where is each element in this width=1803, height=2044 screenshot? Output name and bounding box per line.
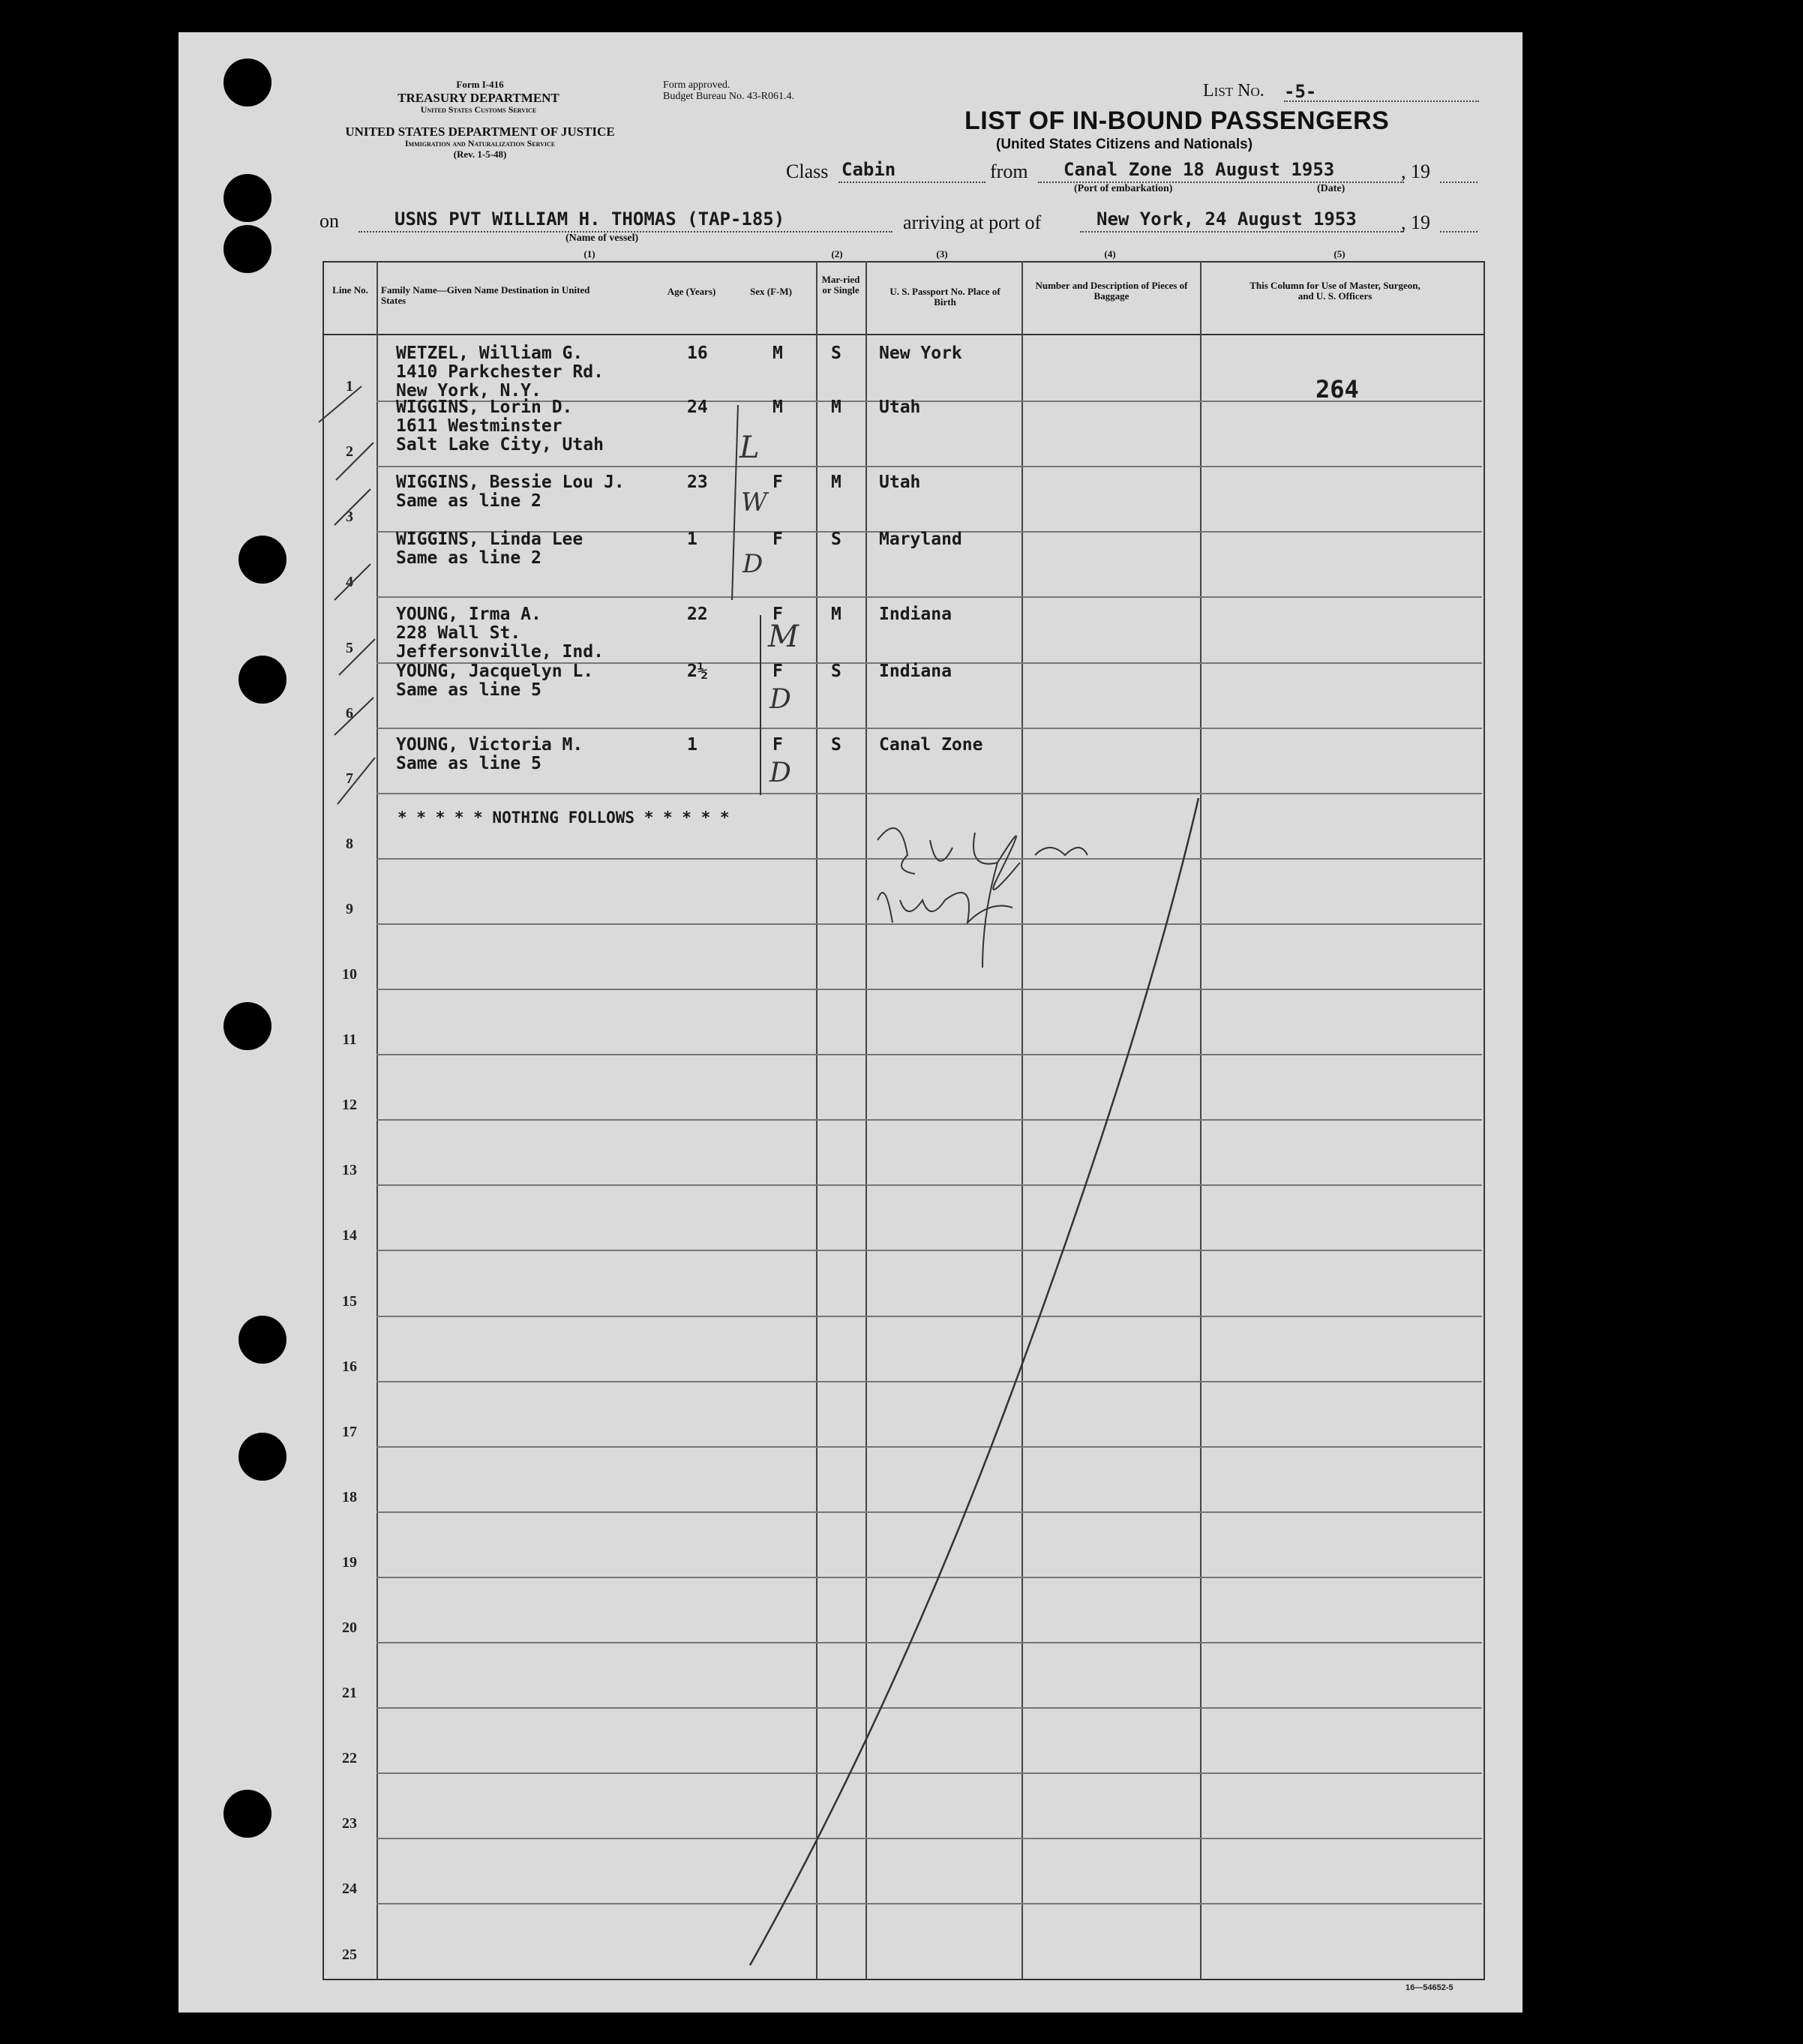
column-number: (5) [1334, 248, 1346, 260]
passenger-age: 2½ [687, 662, 708, 681]
punch-hole [224, 59, 272, 107]
passenger-age: 1 [687, 735, 698, 755]
passenger-destination: New York, N.Y. [396, 381, 542, 401]
punch-hole [238, 1316, 286, 1364]
budget-bureau: Budget Bureau No. 43-R061.4. [663, 91, 794, 102]
passenger-destination: Same as line 5 [396, 754, 542, 773]
header-officers: This Column for Use of Master, Surgeon, and U. S. Officers [1250, 280, 1420, 302]
arriving-label: arriving at port of [903, 212, 1042, 233]
header-name: Family Name—Given Name Destination in United States [381, 284, 590, 306]
passenger-sex: F [772, 735, 783, 755]
line-number: 5 [346, 640, 353, 656]
form-revision: (Rev. 1-5-48) [453, 149, 507, 160]
passenger-name: WIGGINS, Bessie Lou J. [396, 473, 625, 492]
vessel-name: USNS PVT WILLIAM H. THOMAS (TAP-185) [394, 209, 785, 230]
line-number: 19 [342, 1554, 357, 1571]
punch-hole [238, 656, 286, 704]
passenger-marital-status: M [831, 473, 842, 492]
dept-justice-sub: Immigration and Naturalization Service [404, 138, 556, 149]
class-line [838, 182, 986, 183]
passenger-birthplace: Canal Zone [879, 735, 983, 755]
line-number: 15 [342, 1293, 357, 1310]
passenger-sex: F [772, 605, 783, 624]
row-rule [376, 989, 1482, 990]
passenger-marital-status: S [831, 530, 842, 549]
class-label: Class [786, 161, 829, 182]
line-number: 9 [346, 901, 353, 917]
passenger-sex: M [772, 344, 783, 363]
row-rule [376, 466, 1482, 467]
year-line-1 [1440, 182, 1478, 183]
date-caption: (Date) [1317, 183, 1346, 194]
column-number: (3) [936, 248, 948, 260]
arrival-value: New York, 24 August 1953 [1096, 209, 1357, 230]
header-passport: U. S. Passport No. Place of Birth [890, 286, 1000, 308]
column-number: (1) [584, 248, 596, 260]
handwritten-initial: D [742, 549, 764, 579]
line-number: 4 [346, 574, 353, 590]
on-label: on [320, 210, 339, 232]
line-number: 7 [346, 770, 353, 787]
row-rule [376, 1903, 1482, 1904]
form-number: Form I-416 [456, 79, 504, 90]
dept-justice: UNITED STATES DEPARTMENT OF JUSTICE [345, 125, 615, 139]
row-rule [376, 1184, 1482, 1186]
class-value: Cabin [842, 159, 896, 180]
row-rule [376, 858, 1482, 860]
passenger-sex: F [772, 662, 783, 681]
line-number: 23 [342, 1815, 357, 1832]
passenger-name: YOUNG, Irma A. [396, 605, 542, 624]
passenger-name: YOUNG, Jacquelyn L. [396, 662, 594, 681]
passenger-marital-status: S [831, 344, 842, 363]
arrival-line [1080, 231, 1404, 233]
row-rule [376, 1054, 1482, 1055]
passenger-birthplace: Maryland [879, 530, 962, 549]
passenger-name: WIGGINS, Lorin D. [396, 398, 573, 417]
dept-treasury-sub: United States Customs Service [420, 104, 537, 115]
line-number: 21 [342, 1685, 357, 1701]
passenger-age: 1 [687, 530, 698, 549]
line-number: 6 [346, 705, 353, 722]
from-label: from [990, 161, 1028, 182]
line-number: 12 [342, 1097, 357, 1113]
punch-hole [224, 174, 272, 222]
year-line-2 [1440, 231, 1478, 233]
handwritten-initial: D [770, 758, 791, 788]
passenger-age: 24 [687, 398, 708, 417]
row-rule [376, 1707, 1482, 1709]
row-rule [376, 1316, 1482, 1317]
row-rule [376, 1446, 1482, 1448]
passenger-age: 22 [687, 605, 708, 624]
passenger-destination: 1611 Westminster [396, 416, 562, 436]
handwritten-initial: L [740, 431, 760, 465]
passenger-birthplace: Indiana [879, 662, 952, 681]
line-number: 14 [342, 1227, 357, 1244]
passenger-birthplace: Utah [879, 398, 921, 417]
punch-hole [238, 1433, 286, 1481]
passenger-table [322, 261, 1485, 1980]
list-no-value: -5- [1284, 81, 1317, 102]
row-rule [376, 1250, 1482, 1251]
row-rule [376, 1577, 1482, 1578]
row-rule [376, 793, 1482, 794]
officer-number: 264 [1316, 375, 1359, 404]
line-number: 11 [342, 1031, 357, 1048]
passenger-marital-status: S [831, 662, 842, 681]
passenger-destination: 1410 Parkchester Rd. [396, 362, 604, 382]
line-number: 24 [342, 1880, 357, 1897]
line-number: 10 [342, 966, 357, 983]
passenger-marital-status: M [831, 398, 842, 417]
list-no-label: List No. [1203, 81, 1264, 101]
passenger-name: WIGGINS, Linda Lee [396, 530, 584, 549]
footer-code: 16—54652-5 [1406, 1983, 1454, 1992]
row-rule [376, 923, 1482, 925]
passenger-destination: Same as line 2 [396, 548, 542, 568]
year-suffix-2: , 19 [1401, 212, 1430, 233]
passenger-sex: M [772, 398, 783, 417]
passenger-destination: Jeffersonville, Ind. [396, 642, 604, 662]
form-approved: Form approved. [663, 80, 730, 91]
passenger-destination: 228 Wall St. [396, 623, 521, 643]
passenger-destination: Salt Lake City, Utah [396, 435, 604, 455]
line-number: 22 [342, 1750, 357, 1766]
line-number: 25 [342, 1946, 357, 1963]
nothing-follows: * * * * * NOTHING FOLLOWS * * * * * [398, 809, 730, 827]
form-title: LIST OF IN-BOUND PASSENGERS [964, 107, 1390, 135]
punch-hole [238, 536, 286, 584]
line-number: 8 [346, 836, 353, 852]
passenger-marital-status: S [831, 735, 842, 755]
vessel-caption: (Name of vessel) [566, 233, 639, 244]
row-rule [376, 1838, 1482, 1839]
punch-hole [224, 1790, 272, 1838]
dept-treasury: TREASURY DEPARTMENT [398, 91, 560, 105]
row-rule [376, 728, 1482, 729]
column-number: (2) [831, 248, 843, 260]
passenger-birthplace: New York [879, 344, 962, 363]
row-rule [376, 596, 1482, 598]
passenger-sex: F [772, 530, 783, 549]
row-rule [376, 1381, 1482, 1382]
line-number: 20 [342, 1619, 357, 1636]
passenger-name: YOUNG, Victoria M. [396, 735, 584, 755]
table-header-rule [322, 334, 1484, 335]
form-subtitle: (United States Citizens and Nationals) [996, 137, 1253, 152]
passenger-birthplace: Utah [879, 473, 921, 492]
line-number: 1 [346, 378, 353, 395]
header-age: Age (Years) [667, 286, 716, 297]
line-number: 13 [342, 1162, 357, 1178]
passenger-age: 23 [687, 473, 708, 492]
passenger-marital-status: M [831, 605, 842, 624]
handwritten-initial: W [741, 488, 767, 518]
passenger-destination: Same as line 2 [396, 491, 542, 511]
passenger-name: WETZEL, William G. [396, 344, 584, 363]
row-rule [376, 1642, 1482, 1643]
punch-hole [224, 225, 272, 273]
passenger-destination: Same as line 5 [396, 680, 542, 700]
row-rule [376, 1511, 1482, 1513]
row-rule [376, 1119, 1482, 1121]
line-number: 16 [342, 1358, 357, 1375]
from-value: Canal Zone 18 August 1953 [1064, 159, 1335, 180]
passenger-sex: F [772, 473, 783, 492]
column-number: (4) [1104, 248, 1116, 260]
passenger-birthplace: Indiana [879, 605, 952, 624]
handwritten-initial: D [770, 684, 791, 715]
header-baggage: Number and Description of Pieces of Baggage [1035, 280, 1188, 302]
port-embarkation-caption: (Port of embarkation) [1074, 183, 1173, 194]
line-number: 3 [346, 509, 353, 525]
row-rule [376, 1772, 1482, 1774]
header-married: Mar-ried or Single [821, 274, 860, 296]
line-number: 2 [346, 443, 353, 460]
passenger-age: 16 [687, 344, 708, 363]
year-suffix-1: , 19 [1401, 161, 1430, 182]
header-line-no: Line No. [332, 284, 368, 296]
header-sex: Sex (F-M) [750, 286, 792, 297]
handwritten-initial: M [768, 620, 799, 654]
line-number: 18 [342, 1489, 357, 1505]
punch-hole [224, 1002, 272, 1050]
line-number: 17 [342, 1424, 357, 1440]
